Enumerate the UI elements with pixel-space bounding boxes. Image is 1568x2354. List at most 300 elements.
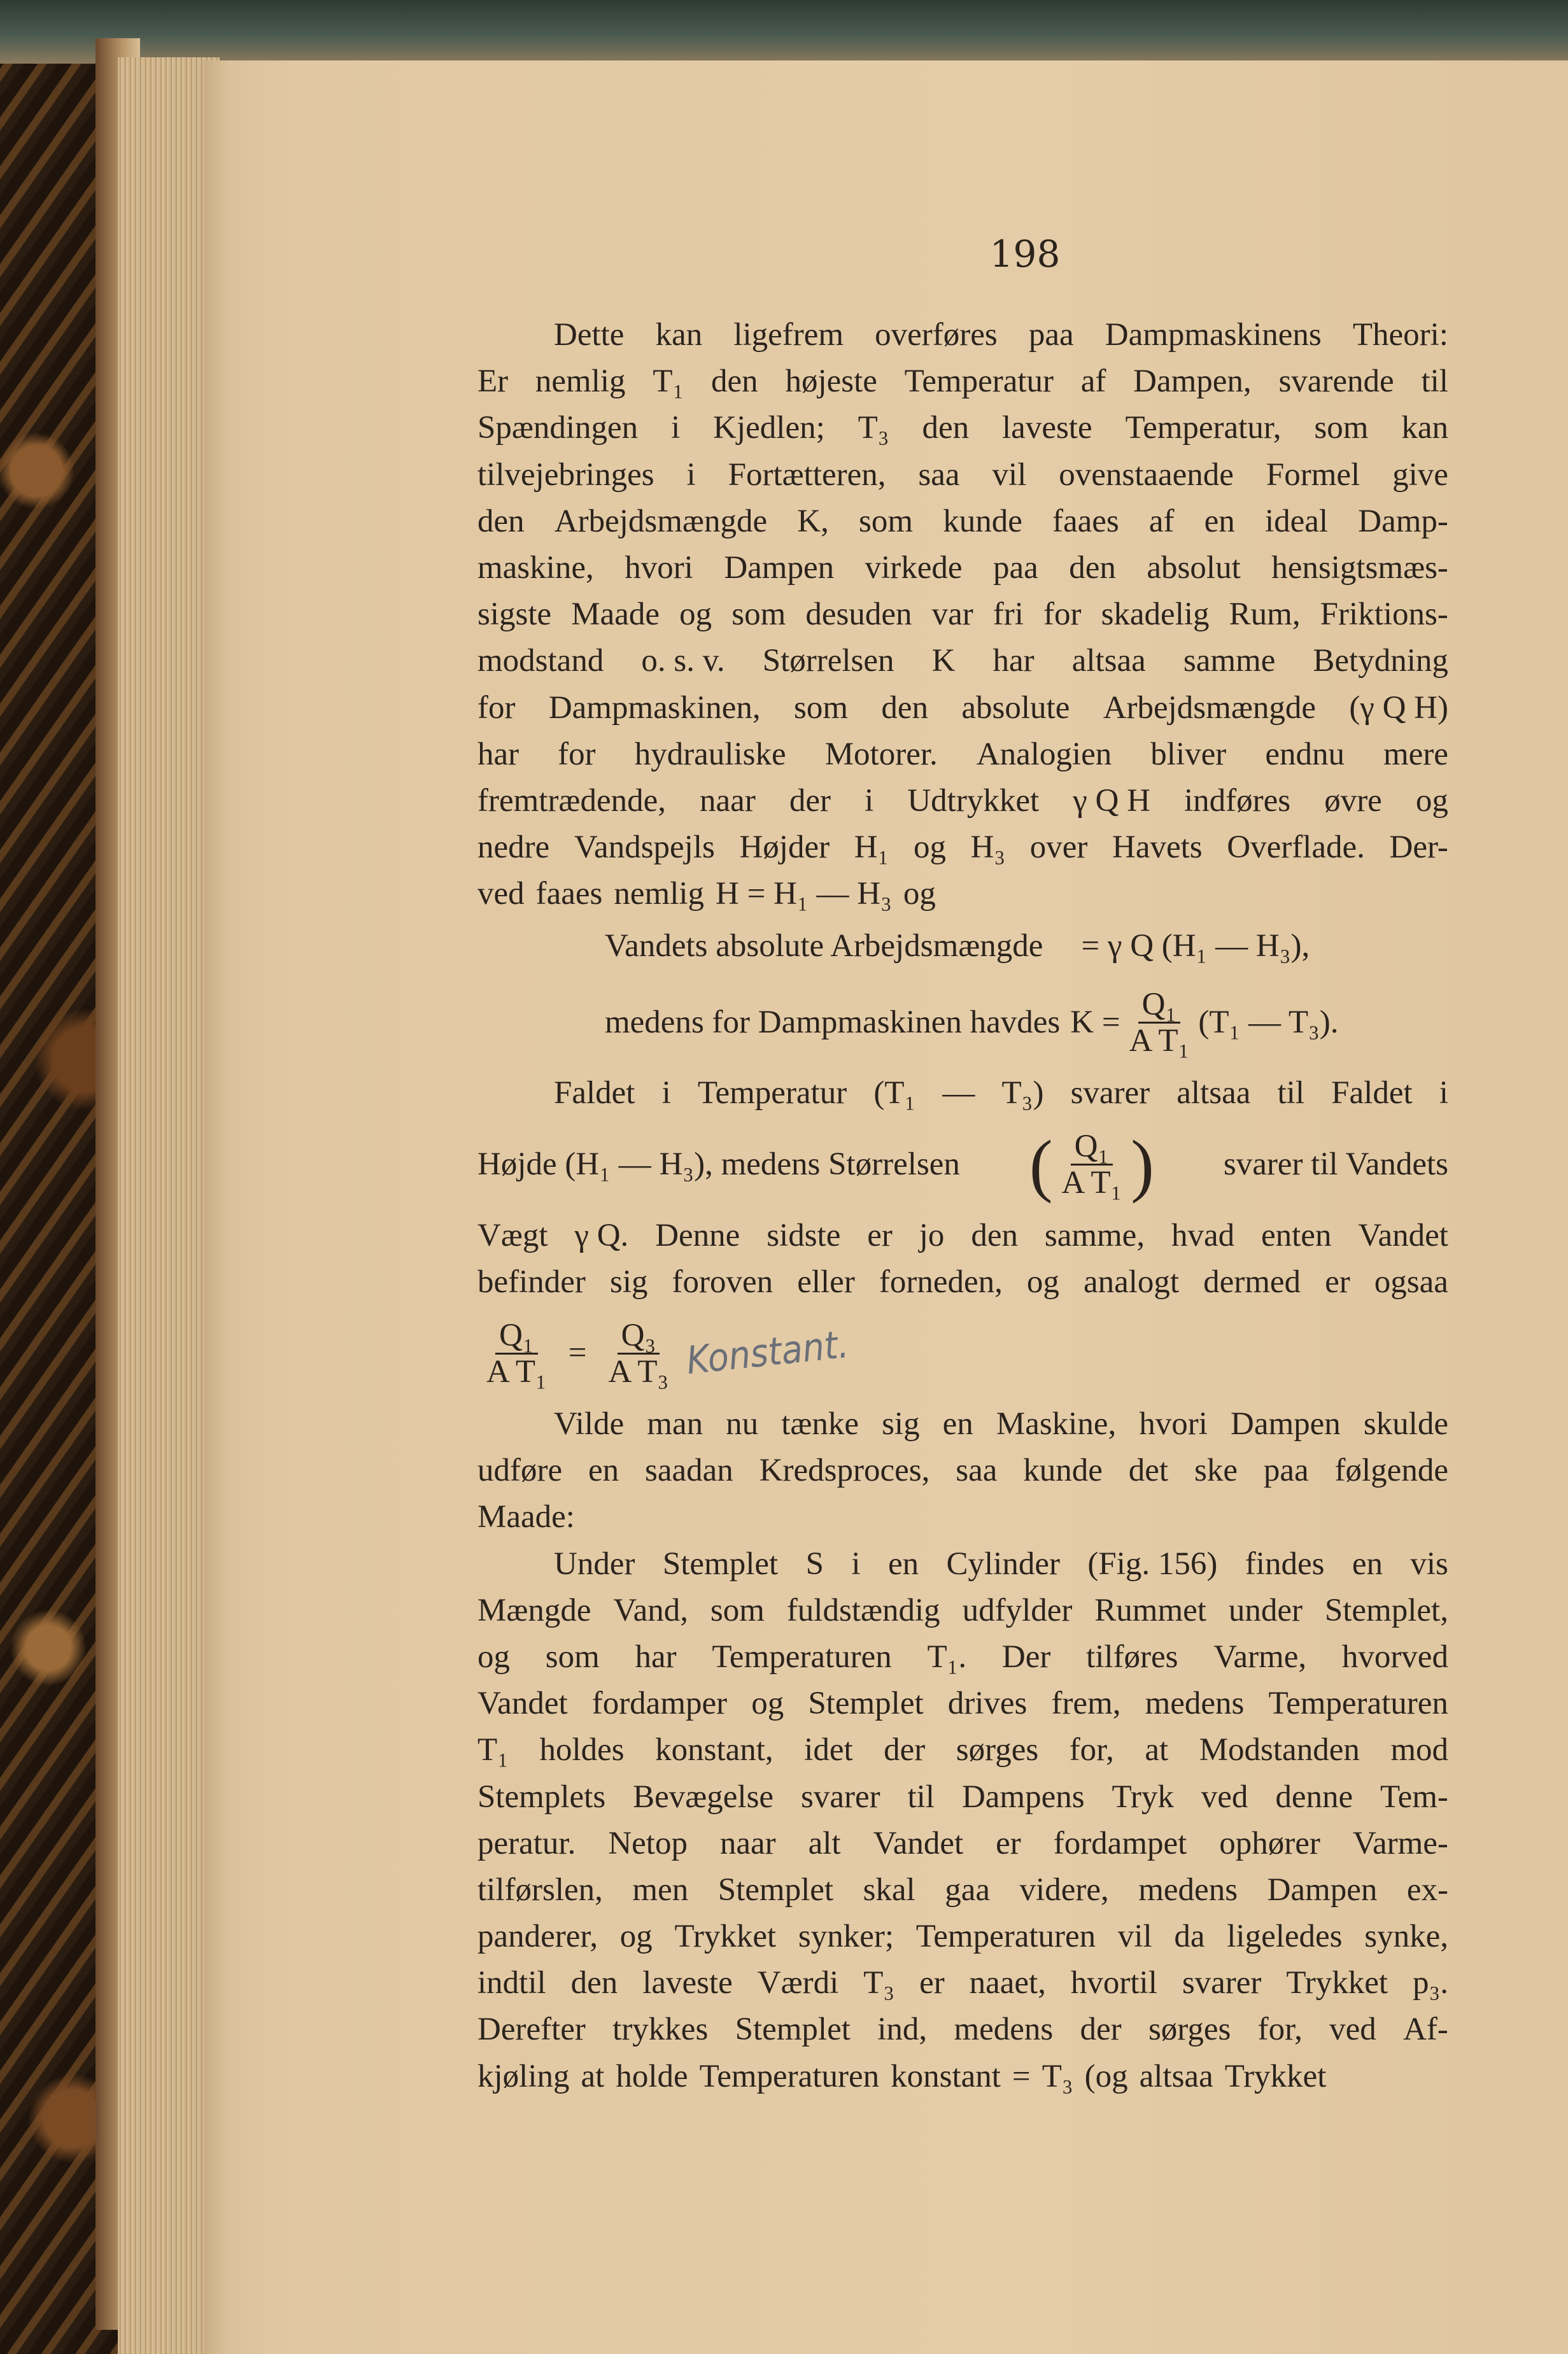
fraction-q1-at1 (1126, 987, 1194, 1058)
word: Vand, (613, 1592, 688, 1628)
word: Maade: (477, 1499, 575, 1535)
word: der (1080, 2012, 1122, 2048)
word: for, (1069, 1732, 1114, 1768)
word: tilførslen, (477, 1871, 603, 1908)
word: samme, (1044, 1217, 1145, 1253)
word: Mængde (477, 1592, 591, 1628)
word: Motorer. (824, 736, 938, 772)
text-line (477, 871, 1448, 917)
parenthesized-fraction (1029, 1125, 1154, 1204)
word: og (477, 1639, 510, 1675)
word: T₁. (927, 1639, 967, 1675)
word: svarer (1182, 1965, 1262, 2001)
equation-dampmaskinen (477, 975, 1448, 1070)
book-top-edge (0, 0, 1568, 64)
word: i (671, 410, 681, 446)
word: forneden, (879, 1264, 1003, 1300)
word: Havets (1112, 829, 1203, 866)
text-line (477, 1727, 1448, 1773)
word: i (851, 1546, 861, 1582)
word: Temperaturen (1268, 1686, 1448, 1722)
word: Kredsproces, (759, 1453, 930, 1489)
word: nemlig (535, 363, 626, 400)
text-line (477, 1774, 1448, 1821)
word: højeste (785, 363, 877, 400)
word: absolut (1147, 549, 1241, 586)
word: følgende (1334, 1453, 1448, 1489)
word: Der- (1389, 829, 1448, 866)
word: Størrelsen (762, 643, 894, 679)
word: p₃. (1412, 1965, 1448, 2001)
word: svarende (1278, 363, 1394, 400)
word: er (996, 1825, 1021, 1861)
word: til (1277, 1075, 1305, 1111)
word: kjøling (477, 2058, 570, 2094)
word: den (1069, 549, 1116, 586)
word: og (751, 1686, 784, 1722)
word: overføres (875, 317, 998, 353)
word: mere (1383, 736, 1448, 772)
word: Der (1001, 1639, 1051, 1675)
word: Trykket (674, 1919, 777, 1955)
word: en (1352, 1546, 1383, 1582)
word: S (805, 1546, 824, 1582)
word: medens (1145, 1686, 1245, 1722)
word: mod (1390, 1732, 1448, 1768)
word: naaet, (969, 1965, 1046, 2001)
word: og (1026, 1264, 1059, 1300)
word: af (1148, 503, 1175, 539)
text-line (477, 1634, 1448, 1681)
word: i (1439, 1075, 1448, 1111)
word: Vandet (477, 1686, 568, 1722)
word: naar (700, 782, 756, 819)
text-line (477, 1914, 1448, 1960)
text-line (477, 685, 1448, 731)
word: laveste (642, 1965, 733, 2001)
word: men (632, 1871, 689, 1908)
word: Dette (554, 317, 625, 353)
word: som (545, 1639, 600, 1675)
word: Vægt (477, 1217, 548, 1253)
text-line (477, 2054, 1448, 2100)
word: hvad (1171, 1217, 1235, 1253)
word: gaa (945, 1871, 991, 1908)
word: som (710, 1592, 765, 1628)
word: laveste (1002, 410, 1092, 446)
word: til (907, 1779, 935, 1815)
word: og (619, 1919, 653, 1955)
word: Dampen, (1133, 363, 1252, 400)
word: tilføres (1086, 1639, 1178, 1675)
word: (T₁ (873, 1075, 916, 1111)
word: den (570, 1965, 618, 2001)
word: videre, (1019, 1871, 1109, 1908)
word: kan (655, 317, 703, 353)
word: sidste (766, 1217, 841, 1253)
word: ideal (1264, 503, 1329, 539)
word: desuden (805, 596, 912, 633)
word: kan (1401, 410, 1448, 446)
word: T₃) (1001, 1075, 1044, 1111)
word: Betydning (1313, 643, 1448, 679)
word: vis (1410, 1546, 1448, 1582)
word: sørges (956, 1732, 1039, 1768)
word: at (581, 2058, 605, 2094)
word: konstant, (655, 1732, 773, 1768)
fraction-q1-at1 (1057, 1129, 1126, 1200)
equals-sign: = (568, 1335, 587, 1371)
word: denne (1275, 1779, 1353, 1815)
word: Tryk (1112, 1779, 1174, 1815)
fraction-q1-at1 (483, 1318, 551, 1389)
word: Temperaturen (712, 1639, 892, 1675)
word: at (1145, 1732, 1169, 1768)
word: Cylinder (946, 1546, 1060, 1582)
word: sig (609, 1264, 648, 1300)
word: fuldstændig (786, 1592, 940, 1628)
word: som (1314, 410, 1369, 446)
text-line (477, 731, 1448, 778)
word: har (635, 1639, 677, 1675)
word: Dampen (724, 549, 835, 586)
word: under (1228, 1592, 1303, 1628)
word: altsaa (1139, 2058, 1213, 2094)
line-text: svarer til Vandets (1223, 1146, 1448, 1183)
word: skadelig (1101, 596, 1210, 633)
word: øvre (1324, 782, 1382, 819)
word: fordamper (591, 1686, 728, 1722)
word: ophører (1219, 1825, 1320, 1861)
fraction-numerator: Q₁ (495, 1318, 538, 1355)
word: Rummet (1094, 1592, 1206, 1628)
word: Stemplet (717, 1871, 834, 1908)
text-line (477, 452, 1448, 498)
paragraph-2-line-3 (477, 1213, 1448, 1259)
word: foroven (672, 1264, 773, 1300)
word: sørges (1148, 2012, 1231, 2048)
word: nu (726, 1406, 759, 1442)
line-text: Højde (H₁ — H₃), medens Størrelsen (477, 1146, 960, 1183)
word: virkede (865, 549, 963, 586)
word: i (686, 456, 696, 493)
word: og (913, 829, 946, 866)
word: tilvejebringes (477, 456, 654, 493)
text-line (477, 638, 1448, 684)
word: Bevægelse (633, 1779, 774, 1815)
fraction-denominator: A T₃ (608, 1353, 669, 1390)
word: H₃ (970, 829, 1006, 866)
paren-open: ( (1029, 1125, 1053, 1204)
text-line (477, 1494, 1448, 1540)
word: den (971, 1217, 1018, 1253)
word: den (881, 689, 929, 726)
word: for (558, 736, 596, 772)
word: Af- (1403, 2012, 1448, 2048)
word: eller (797, 1264, 855, 1300)
equation-text: medens for Dampmaskinen havdes (605, 1004, 1061, 1040)
word: panderer, (477, 1919, 598, 1955)
word: faaes (535, 876, 603, 912)
text-line (477, 1681, 1448, 1727)
word: Faldet (1331, 1075, 1413, 1111)
word: man (647, 1406, 703, 1442)
word: Derefter (477, 2012, 586, 2048)
word: Arbejdsmængde (1103, 689, 1316, 726)
word: findes (1245, 1546, 1325, 1582)
word: skulde (1363, 1406, 1448, 1442)
word: konstant (891, 2058, 1001, 2094)
word: Stemplet (808, 1686, 924, 1722)
text-line (477, 1821, 1448, 1867)
word: T₁ (653, 363, 684, 400)
word: bliver (1150, 736, 1227, 772)
word: har (477, 736, 519, 772)
word: samme (1183, 643, 1276, 679)
paragraph-2-line-1 (477, 1070, 1448, 1117)
word: der (884, 1732, 926, 1768)
word: for, (1257, 2012, 1303, 2048)
word: Udtrykket (907, 782, 1040, 819)
word: Rum, (1229, 596, 1301, 633)
word: var (931, 596, 973, 633)
word: Modstanden (1199, 1732, 1360, 1768)
fraction-q3-at3 (605, 1318, 673, 1389)
word: Er (477, 363, 509, 400)
word: γ Q H (1073, 782, 1150, 819)
word: fri (992, 596, 1024, 633)
word: Trykket (1224, 2058, 1327, 2094)
word: svarer (1070, 1075, 1150, 1111)
word: skal (863, 1871, 915, 1908)
word: T₃ (1042, 2058, 1073, 2094)
word: indføres (1184, 782, 1291, 819)
word: af (1080, 363, 1106, 400)
word: fordampet (1053, 1825, 1187, 1861)
word: og (903, 876, 936, 912)
word: T₃ (858, 410, 889, 446)
word: Formel (1266, 456, 1360, 493)
text-line (477, 312, 1448, 358)
text-line (477, 1448, 1448, 1494)
equation-vandets (477, 917, 1448, 975)
word: altsaa (1176, 1075, 1251, 1111)
text-line (477, 591, 1448, 638)
word: Temperaturen (915, 1919, 1096, 1955)
word: og (1415, 782, 1448, 819)
word: vil (992, 456, 1027, 493)
word: hydrauliske (634, 736, 786, 772)
fraction-numerator: Q₃ (618, 1318, 660, 1355)
equation-lhs: K = (1070, 1004, 1120, 1040)
word: tænke (781, 1406, 859, 1442)
text-line (477, 1867, 1448, 1914)
text-line (477, 1541, 1448, 1588)
word: Varme- (1352, 1825, 1448, 1861)
word: holde (616, 2058, 688, 2094)
text-line (477, 545, 1448, 591)
word: hvori (1139, 1406, 1208, 1442)
word: Theori: (1352, 317, 1448, 353)
word: en (1204, 503, 1235, 539)
word: i (661, 1075, 671, 1111)
word: Dampen (1267, 1871, 1378, 1908)
word: frem, (1051, 1686, 1121, 1722)
fraction-denominator: A T₁ (1129, 1022, 1190, 1059)
word: udføre (477, 1453, 563, 1489)
word: ogsaa (1374, 1264, 1448, 1300)
word: synke, (1364, 1919, 1448, 1955)
word: Analogien (976, 736, 1112, 772)
text-line (477, 778, 1448, 824)
word: Temperatur (904, 363, 1054, 400)
word: hensigtsmæs- (1271, 549, 1448, 586)
word: holdes (539, 1732, 625, 1768)
word: (og (1084, 2058, 1128, 2094)
word: nemlig (614, 876, 705, 912)
word: Højder (739, 829, 830, 866)
word: for (1043, 596, 1082, 633)
word: ved (1201, 1779, 1248, 1815)
word: Vandspejls (574, 829, 715, 866)
word: medens (1138, 1871, 1238, 1908)
word: Arbejdsmængde (554, 503, 768, 539)
word: H₁ (854, 829, 889, 866)
word: Stemplet (662, 1546, 779, 1582)
word: trykkes (612, 2012, 709, 2048)
word: = (1012, 2058, 1031, 2094)
word: saadan (645, 1453, 733, 1489)
word: udfylder (962, 1592, 1073, 1628)
word: Varme, (1213, 1639, 1307, 1675)
word: den (922, 410, 970, 446)
word: en (887, 1546, 919, 1582)
word: Denne (655, 1217, 740, 1253)
word: Dampmaskinens (1105, 317, 1322, 353)
word: Dampen (1230, 1406, 1341, 1442)
paragraph-4 (477, 1541, 1448, 2100)
word: analogt (1083, 1264, 1180, 1300)
paragraph-2-line-2 (477, 1117, 1448, 1213)
word: saa (956, 1453, 998, 1489)
word: Maade (571, 596, 660, 633)
word: Under (554, 1546, 635, 1582)
word: paa (1263, 1453, 1309, 1489)
fraction-numerator: Q₁ (1138, 987, 1181, 1024)
word: Stemplet, (1324, 1592, 1448, 1628)
word: i (865, 782, 874, 819)
word: K, (797, 503, 829, 539)
paren-close: ) (1131, 1125, 1154, 1204)
word: sig (882, 1406, 920, 1442)
word: dermed (1203, 1264, 1301, 1300)
word: ex- (1406, 1871, 1448, 1908)
word: o. s. v. (641, 643, 725, 679)
word: Stemplet (735, 2012, 851, 2048)
word: H = H₁ — H₃ (716, 876, 892, 912)
word: altsaa (1071, 643, 1146, 679)
word: Friktions- (1320, 596, 1448, 633)
word: Spændingen (477, 410, 639, 446)
word: er (919, 1965, 945, 2001)
word: ind, (877, 2012, 928, 2048)
word: Værdi (757, 1965, 839, 2001)
word: til (1421, 363, 1448, 400)
word: det (1128, 1453, 1169, 1489)
word: er (867, 1217, 893, 1253)
text-line (477, 2006, 1448, 2053)
paragraph-3 (477, 1401, 1448, 1541)
word: Vandet (873, 1825, 964, 1861)
paragraph-1 (477, 312, 1448, 917)
text-line (477, 824, 1448, 871)
word: hvori (625, 549, 693, 586)
word: paa (1028, 317, 1074, 353)
word: paa (993, 549, 1038, 586)
word: modstand (477, 643, 604, 679)
fraction-denominator: A T₁ (486, 1353, 547, 1390)
word: Kjedlen; (713, 410, 825, 446)
word: give (1392, 456, 1448, 493)
word: Netop (608, 1825, 688, 1861)
word: befinder (477, 1264, 586, 1300)
word: for (477, 689, 516, 726)
fraction-numerator: Q₁ (1071, 1129, 1113, 1166)
word: absolute (961, 689, 1070, 726)
word: peratur. (477, 1825, 576, 1861)
word: synker; (798, 1919, 894, 1955)
word: idet (804, 1732, 853, 1768)
word: vil (1117, 1919, 1152, 1955)
word: fremtrædende, (477, 782, 666, 819)
word: der (789, 782, 831, 819)
word: ved (1329, 2012, 1376, 2048)
word: T₃ (863, 1965, 895, 2001)
equation-text: Vandets absolute Arbejdsmængde (605, 927, 1043, 964)
word: kunde (943, 503, 1022, 539)
word: jo (919, 1217, 945, 1253)
word: saa (918, 456, 960, 493)
fraction-denominator: A T₁ (1061, 1165, 1122, 1201)
word: (Fig. 156) (1087, 1546, 1218, 1582)
word: T₁ (477, 1732, 509, 1768)
word: er (1325, 1264, 1350, 1300)
word: hvorved (1341, 1639, 1448, 1675)
word: endnu (1265, 736, 1345, 772)
word: som (731, 596, 786, 633)
equation-rhs: (T₁ — T₃). (1198, 1004, 1339, 1040)
word: alt (808, 1825, 841, 1861)
word: en (588, 1453, 619, 1489)
word: Temperatur, (1125, 410, 1282, 446)
word: medens (954, 2012, 1054, 2048)
word: som (859, 503, 914, 539)
word: Damp- (1358, 503, 1448, 539)
word: nedre (477, 829, 550, 866)
word: maskine, (477, 549, 594, 586)
word: Vandet (1358, 1217, 1448, 1253)
word: den (477, 503, 525, 539)
word: Fortætteren, (728, 456, 886, 493)
word: Temperaturen (699, 2058, 880, 2094)
word: Temperatur (697, 1075, 847, 1111)
word: en (942, 1406, 973, 1442)
word: kunde (1023, 1453, 1103, 1489)
word: drives (947, 1686, 1028, 1722)
word: ligefrem (733, 317, 844, 353)
word: γ Q. (574, 1217, 629, 1253)
word: har (992, 643, 1035, 679)
